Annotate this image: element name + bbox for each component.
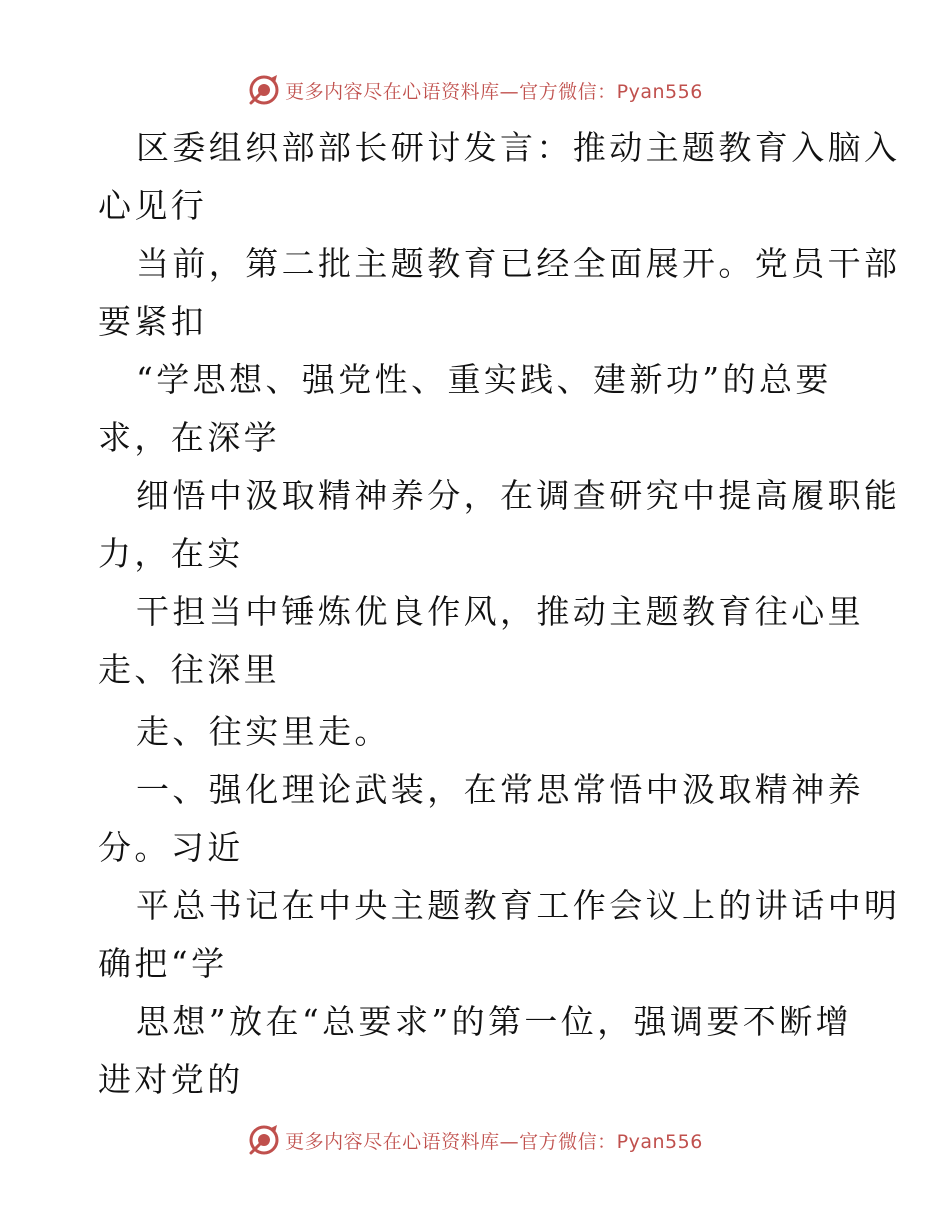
doc-line: 细悟中汲取精神养分，在调查研究中提高履职能 bbox=[136, 476, 901, 515]
doc-line: 力，在实 bbox=[98, 534, 244, 573]
footer-watermark bbox=[0, 1120, 950, 1160]
doc-line: 走、往深里 bbox=[98, 650, 280, 689]
pen-nib-circle-icon bbox=[247, 1123, 281, 1157]
doc-line: 当前，第二批主题教育已经全面展开。党员干部 bbox=[136, 244, 901, 283]
doc-line: 区委组织部部长研讨发言：推动主题教育入脑入 bbox=[136, 128, 901, 167]
doc-line: 干担当中锤炼优良作风，推动主题教育往心里 bbox=[136, 592, 864, 631]
doc-line: 走、往实里走。 bbox=[136, 712, 391, 751]
doc-line: 进对党的 bbox=[98, 1060, 244, 1099]
doc-line: 一、强化理论武装，在常思常悟中汲取精神养 bbox=[136, 770, 864, 809]
watermark-text: 更多内容尽在心语资料库—官方微信：Pyan556 bbox=[285, 1130, 703, 1153]
doc-line: 分。习近 bbox=[98, 828, 244, 867]
watermark-text: 更多内容尽在心语资料库—官方微信：Pyan556 bbox=[285, 80, 703, 103]
doc-line: 思想”放在“总要求”的第一位，强调要不断增 bbox=[136, 1002, 853, 1041]
doc-line: 求，在深学 bbox=[98, 418, 280, 457]
doc-line: 心见行 bbox=[98, 186, 208, 225]
doc-line: 确把“学 bbox=[98, 944, 228, 983]
doc-line: “学思想、强党性、重实践、建新功”的总要 bbox=[136, 360, 832, 399]
doc-line: 平总书记在中央主题教育工作会议上的讲话中明 bbox=[136, 886, 901, 925]
doc-line: 要紧扣 bbox=[98, 302, 208, 341]
